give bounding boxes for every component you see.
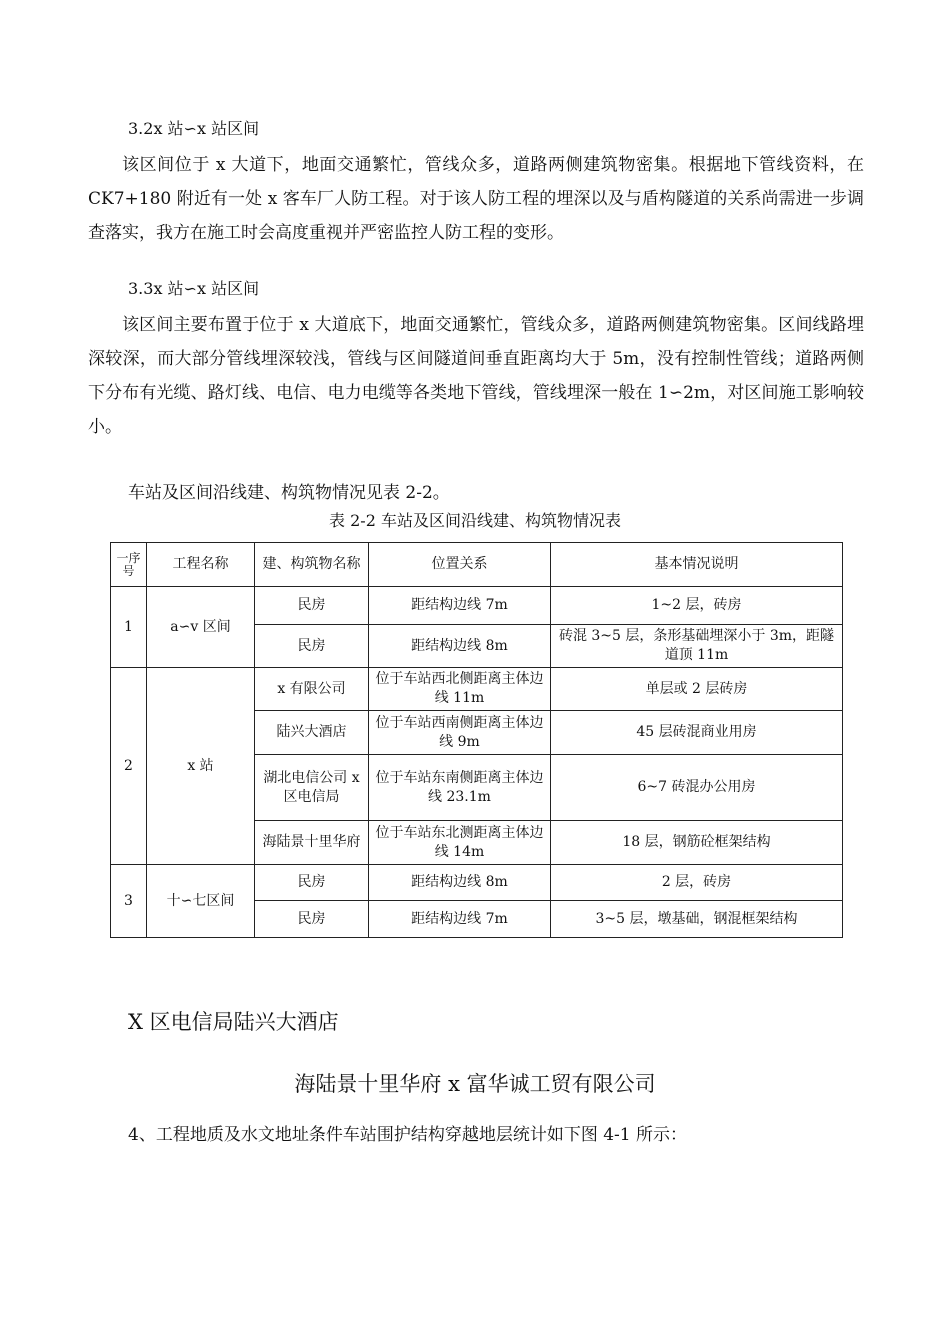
structure-position: 位于车站东南侧距离主体边线 23.1m bbox=[369, 755, 551, 821]
structure-description: 6~7 砖混办公用房 bbox=[551, 755, 843, 821]
structure-name: 民房 bbox=[255, 865, 369, 901]
structure-position: 位于车站西南侧距离主体边线 9m bbox=[369, 711, 551, 755]
structure-name: 民房 bbox=[255, 625, 369, 668]
header-no: 一序号 bbox=[111, 543, 147, 587]
structure-position: 距结构边线 8m bbox=[369, 625, 551, 668]
structure-description: 砖混 3~5 层，条形基础埋深小于 3m，距隧道顶 11m bbox=[551, 625, 843, 668]
section-heading-3-2: 3.2x 站∽x 站区间 bbox=[128, 119, 260, 138]
structure-position: 距结构边线 7m bbox=[369, 901, 551, 938]
group-project: a∽v 区间 bbox=[147, 587, 255, 668]
header-description: 基本情况说明 bbox=[551, 543, 843, 587]
structure-description: 18 层，钢筋砼框架结构 bbox=[551, 821, 843, 865]
structure-description: 2 层，砖房 bbox=[551, 865, 843, 901]
structure-position: 距结构边线 8m bbox=[369, 865, 551, 901]
table-row bbox=[111, 865, 843, 901]
header-project: 工程名称 bbox=[147, 543, 255, 587]
structure-name: x 有限公司 bbox=[255, 668, 369, 711]
structure-name: 海陆景十里华府 bbox=[255, 821, 369, 865]
loose-text-1: X 区电信局陆兴大酒店 bbox=[128, 1010, 339, 1034]
structure-description: 1~2 层，砖房 bbox=[551, 587, 843, 625]
structures-table bbox=[110, 542, 843, 938]
group-no: 3 bbox=[111, 865, 147, 938]
structure-position: 位于车站西北侧距离主体边线 11m bbox=[369, 668, 551, 711]
structure-description: 3~5 层，墩基础，钢混框架结构 bbox=[551, 901, 843, 938]
table-caption: 表 2-2 车站及区间沿线建、构筑物情况表 bbox=[329, 511, 621, 530]
table-row bbox=[111, 668, 843, 711]
structure-position: 位于车站东北测距离主体边线 14m bbox=[369, 821, 551, 865]
structure-name: 湖北电信公司 x 区电信局 bbox=[255, 755, 369, 821]
structure-description: 单层或 2 层砖房 bbox=[551, 668, 843, 711]
group-no: 2 bbox=[111, 668, 147, 865]
table-row bbox=[111, 587, 843, 625]
section-body-3-3: 该区间主要布置于位于 x 大道底下，地面交通繁忙，管线众多，道路两侧建筑物密集。区间线路埋深较深，而大部分管线埋深较浅，管线与区间隧道间垂直距离均大于 5m，没有控制性管线；道路两侧下分布有光缆、路灯线、电信、电力电缆等各类地下管线，管线埋深一般在 1∽2m，对区间施工影响较小。 bbox=[88, 315, 864, 437]
section-heading-3-3: 3.3x 站∽x 站区间 bbox=[128, 279, 260, 298]
header-structure-name: 建、构筑物名称 bbox=[255, 543, 369, 587]
structure-description: 45 层砖混商业用房 bbox=[551, 711, 843, 755]
closing-paragraph: 4、工程地质及水文地址条件车站围护结构穿越地层统计如下图 4-1 所示： bbox=[128, 1125, 687, 1145]
structure-name: 陆兴大酒店 bbox=[255, 711, 369, 755]
group-project: x 站 bbox=[147, 668, 255, 865]
table-intro: 车站及区间沿线建、构筑物情况见表 2-2。 bbox=[128, 483, 450, 503]
structure-position: 距结构边线 7m bbox=[369, 587, 551, 625]
group-no: 1 bbox=[111, 587, 147, 668]
section-body-3-2: 该区间位于 x 大道下，地面交通繁忙，管线众多，道路两侧建筑物密集。根据地下管线资料，在 CK7+180 附近有一处 x 客车厂人防工程。对于该人防工程的埋深以及与盾构隧道的关系尚需进一步调查落实，我方在施工时会高度重视并严密监控人防工程的变形。 bbox=[88, 155, 864, 243]
structure-name: 民房 bbox=[255, 587, 369, 625]
loose-text-2: 海陆景十里华府 x 富华诚工贸有限公司 bbox=[294, 1072, 656, 1096]
group-project: 十∽七区间 bbox=[147, 865, 255, 938]
structure-name: 民房 bbox=[255, 901, 369, 938]
header-position: 位置关系 bbox=[369, 543, 551, 587]
table-header-row bbox=[111, 543, 843, 587]
